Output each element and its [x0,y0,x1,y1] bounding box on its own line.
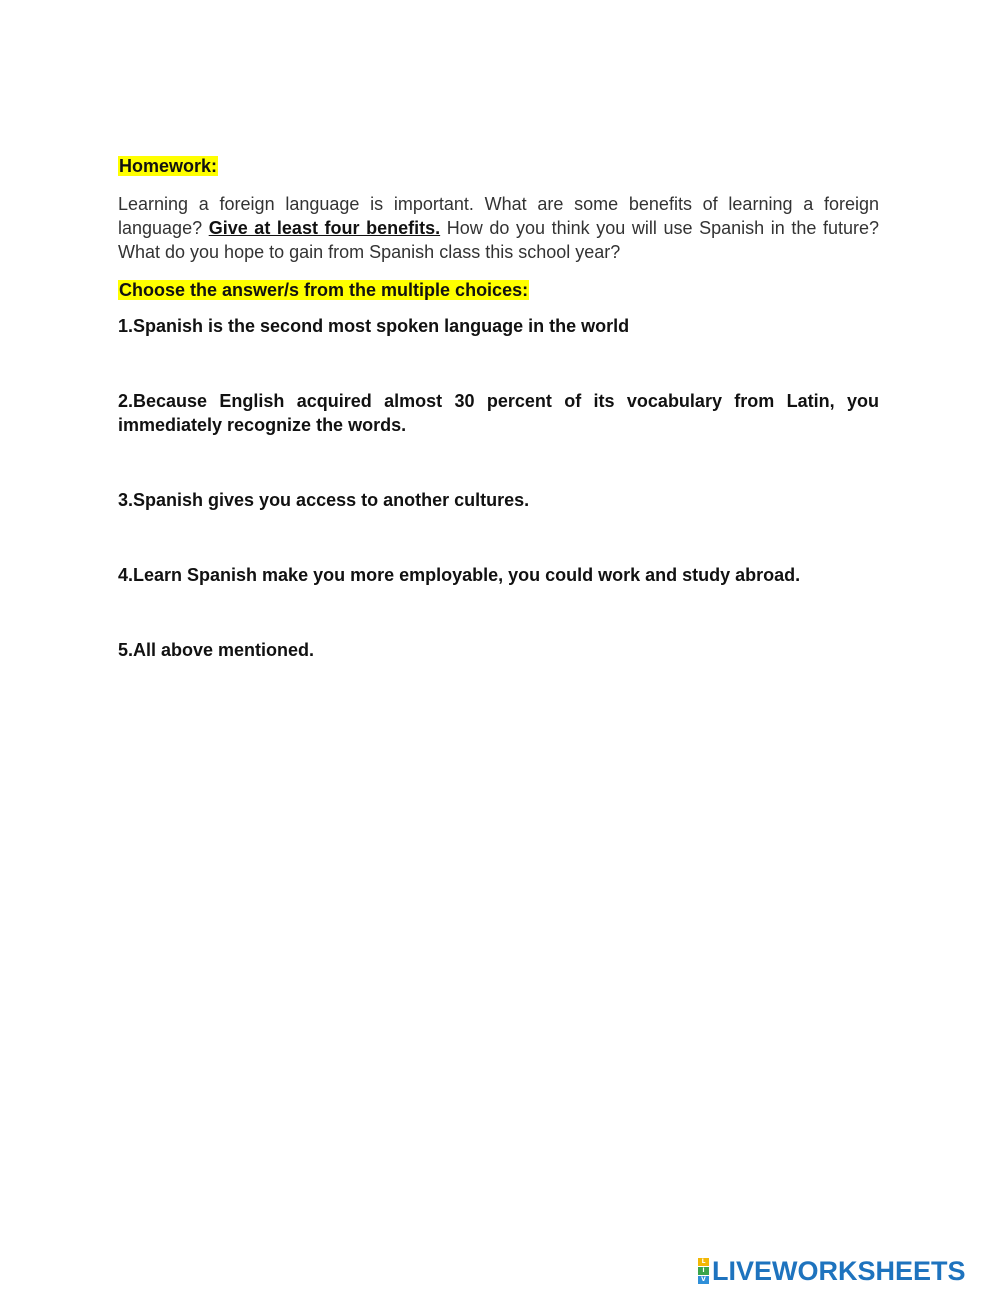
homework-heading: Homework: [119,156,218,176]
homework-prompt [118,192,879,264]
homework-prompt-text-2: How do you think you will use Spanish in the future? What do you hope to gain from Spanish class this school year? [118,218,879,262]
choice-option-1[interactable]: 1.Spanish is the second most spoken language in the world [118,316,630,336]
logo-cube-l: L [698,1258,709,1266]
logo-cubes-icon [698,1258,709,1284]
choice-option-5[interactable]: 5.All above mentioned. [118,640,315,660]
homework-prompt-text-1: Learning a foreign language is important. What are some benefits of learning a foreign language? [118,194,879,238]
logo-text: LIVEWORKSHEETS [712,1255,966,1286]
choices-instruction-line [118,278,879,302]
choice-option-2[interactable]: 2.Because English acquired almost 30 percent of its vocabulary from Latin, you immediately recognize the words. [118,391,879,435]
liveworksheets-logo [698,1255,966,1287]
choices-instruction: Choose the answer/s from the multiple choices: [119,280,529,300]
choice-option-3[interactable]: 3.Spanish gives you access to another cultures. [118,490,530,510]
choice-list [118,314,879,662]
logo-cube-v: V [698,1276,709,1284]
worksheet-page [118,154,879,713]
homework-heading-line [118,154,879,178]
choice-option-4[interactable]: 4.Learn Spanish make you more employable, you could work and study abroad. [118,565,801,585]
logo-cube-i: I [698,1267,709,1275]
homework-prompt-emphasis: Give at least four benefits. [208,218,441,238]
